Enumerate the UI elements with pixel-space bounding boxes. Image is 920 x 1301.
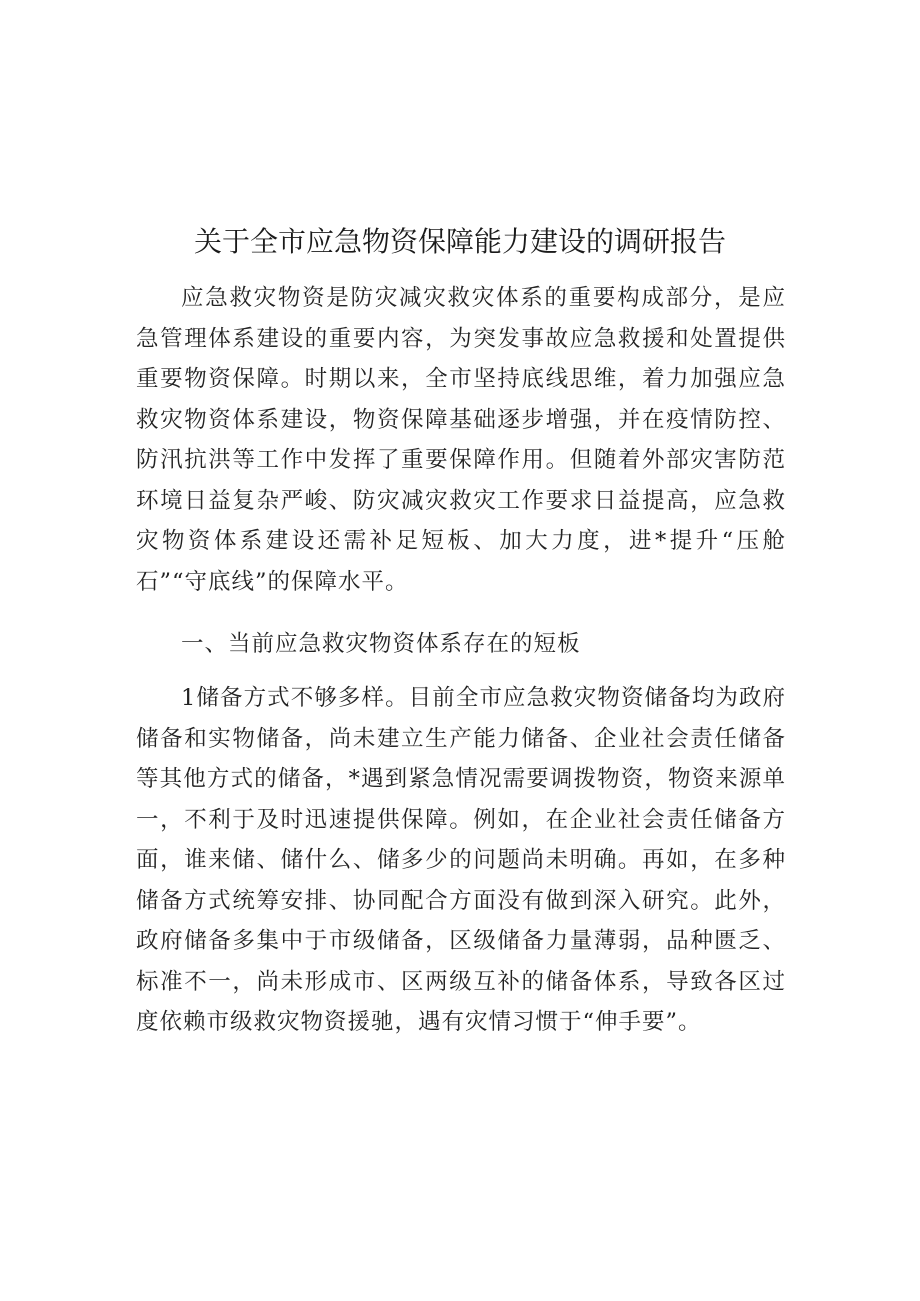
document-title: 关于全市应急物资保障能力建设的调研报告 [193, 225, 726, 258]
section-heading: 一、当前应急救灾物资体系存在的短板 [181, 631, 581, 657]
intro-paragraph: 应急救灾物资是防灾减灾救灾体系的重要构成部分，是应急管理体系建设的重要内容，为突发事故应急救援和处置提供重要物资保障。时期以来，全市坚持底线思维，着力加强应急救灾物资体系建设，物资保障基础逐步增强，并在疫情防控、防汛抗洪等工作中发挥了重要保障作用。但随着外部灾害防范环境日益复杂严峻、防灾减灾救灾工作要求日益提高，应急救灾物资体系建设还需补足短板、加大力度，进*提升“压舱石”“守底线”的保障水平。 [136, 285, 786, 595]
section-paragraph: 1储备方式不够多样。目前全市应急救灾物资储备均为政府储备和实物储备，尚未建立生产能力储备、企业社会责任储备等其他方式的储备，*遇到紧急情况需要调拨物资，物资来源单一，不利于及时迅速提供保障。例如，在企业社会责任储备方面，谁来储、储什么、储多少的问题尚未明确。再如，在多种储备方式统筹安排、协同配合方面没有做到深入研究。此外，政府储备多集中于市级储备，区级储备力量薄弱，品种匮乏、标准不一，尚未形成市、区两级互补的储备体系，导致各区过度依赖市级救灾物资援驰，遇有灾情习惯于“伸手要”。 [136, 685, 786, 1035]
